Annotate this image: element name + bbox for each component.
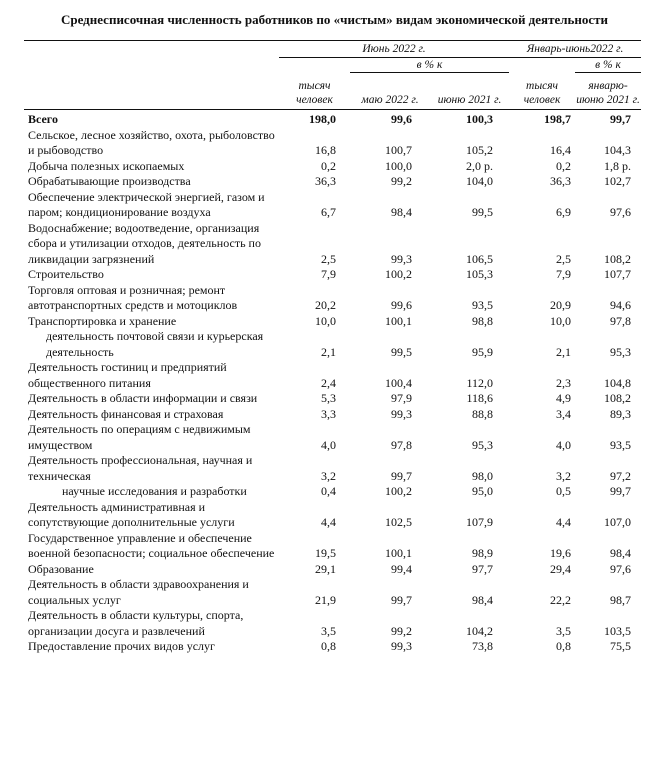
header-pct-jan: в % к: [575, 58, 641, 73]
header-period-june: Июнь 2022 г.: [279, 41, 509, 58]
row-value-3: 99,5: [472, 205, 494, 219]
row-value-4: 6,9: [556, 205, 572, 219]
row-value-4: 7,9: [556, 267, 572, 281]
row-value-4: 4,0: [556, 437, 572, 452]
row-value-2: 99,3: [391, 406, 412, 421]
row-label: Строительство: [28, 267, 104, 281]
table-row: [24, 484, 641, 500]
row-label: Образование: [28, 561, 94, 576]
row-value-3: 93,5: [472, 298, 494, 312]
row-value-3: 104,0: [466, 174, 494, 188]
table-row: [24, 174, 641, 190]
table-row: [24, 407, 641, 423]
row-value-5: 75,5: [610, 639, 632, 653]
row-value-3: 98,4: [472, 592, 494, 607]
row-value-4: 3,5: [556, 623, 572, 638]
row-value-4: 0,8: [556, 639, 572, 653]
row-value-5: 93,5: [610, 437, 632, 452]
row-value-1: 5,3: [321, 391, 336, 405]
row-label: Сельское, лесное хозяйство, охота, рыболовство и рыбоводство: [28, 127, 275, 157]
row-value-3: 95,3: [472, 437, 494, 452]
row-value-2: 99,3: [391, 639, 412, 653]
table-row: [24, 190, 641, 221]
header-col-thousands: тысяч человек: [296, 80, 333, 106]
table-row: [24, 329, 641, 360]
table-row: [24, 128, 641, 159]
row-label: Торговля оптовая и розничная; ремонт автотранспортных средств и мотоциклов: [28, 282, 238, 312]
table-row: [24, 639, 641, 655]
row-label: Обрабатывающие производства: [28, 174, 191, 188]
table-row: [24, 159, 641, 175]
row-value-5: 104,8: [604, 375, 632, 390]
table-row: [24, 608, 641, 639]
row-value-4: 10,0: [550, 313, 572, 328]
row-label: Деятельность по операциям с недвижимым имуществом: [28, 422, 251, 452]
row-value-1: 2,5: [321, 251, 336, 266]
table-row: [24, 391, 641, 407]
row-value-4: 2,5: [556, 251, 572, 266]
row-value-2: 100,1: [385, 546, 412, 560]
row-value-2: 99,4: [391, 561, 412, 576]
row-label: Деятельность в области информации и связи: [28, 391, 258, 405]
row-value-2: 102,5: [385, 515, 412, 529]
row-value-1: 3,5: [321, 623, 336, 638]
row-value-2: 99,6: [391, 298, 412, 312]
row-value-4: 0,2: [556, 158, 572, 173]
row-label: Добыча полезных ископаемых: [28, 158, 185, 173]
row-value-1: 198,0: [309, 112, 336, 126]
row-label: Всего: [28, 112, 58, 126]
header-blank: [24, 41, 279, 58]
row-value-2: 100,1: [385, 313, 412, 328]
row-value-5: 108,2: [604, 391, 632, 405]
row-value-1: 0,2: [321, 158, 336, 173]
row-value-2: 100,2: [385, 484, 412, 498]
row-value-2: 97,9: [391, 391, 412, 405]
row-label: Деятельность в области здравоохранения и социальных услуг: [28, 577, 249, 607]
row-value-2: 99,6: [391, 112, 412, 126]
row-value-1: 7,9: [321, 267, 336, 281]
row-value-1: 0,4: [321, 484, 336, 498]
row-value-5: 98,4: [610, 546, 632, 560]
row-value-5: 108,2: [604, 251, 632, 266]
row-value-3: 118,6: [466, 391, 494, 405]
row-value-3: 97,7: [472, 561, 494, 576]
table-row: [24, 577, 641, 608]
row-label: Деятельность гостиниц и предприятий общественного питания: [28, 360, 227, 390]
row-value-1: 3,2: [321, 468, 336, 483]
table-row: [24, 267, 641, 283]
table-row: [24, 221, 641, 268]
row-value-5: 98,7: [610, 592, 632, 607]
row-value-1: 4,0: [321, 437, 336, 452]
row-value-3: 73,8: [472, 639, 494, 653]
row-value-4: 36,3: [550, 174, 572, 188]
row-value-3: 104,2: [466, 623, 494, 638]
row-value-3: 112,0: [466, 375, 494, 390]
row-value-4: 16,4: [550, 143, 572, 157]
table-row: [24, 453, 641, 484]
row-value-1: 10,0: [315, 313, 336, 328]
table-row: [24, 562, 641, 578]
row-value-2: 99,2: [391, 623, 412, 638]
row-value-1: 2,1: [321, 344, 336, 359]
row-label: Водоснабжение; водоотведение, организация сбора и утилизации отходов, деятельность по ликвидации загрязнений: [28, 220, 261, 266]
row-value-5: 99,7: [610, 484, 632, 498]
row-value-4: 4,9: [556, 391, 572, 405]
row-value-5: 99,7: [610, 112, 632, 126]
row-value-2: 100,0: [385, 158, 412, 173]
row-value-1: 6,7: [321, 205, 336, 219]
table-row: [24, 531, 641, 562]
row-value-4: 2,3: [556, 375, 572, 390]
row-value-3: 106,5: [466, 251, 494, 266]
row-label: Деятельность в области культуры, спорта, организации досуга и развлечений: [28, 608, 244, 638]
header-col-thousands-2: тысяч человек: [523, 80, 561, 106]
row-label: Деятельность административная и сопутствующие дополнительные услуги: [28, 499, 235, 529]
row-value-5: 102,7: [604, 174, 632, 188]
row-value-1: 4,4: [321, 515, 336, 529]
table-body: [24, 112, 641, 655]
row-value-3: 95,9: [472, 344, 494, 359]
row-value-3: 98,9: [472, 546, 494, 560]
table-row: [24, 283, 641, 314]
header-pct-june: в % к: [350, 58, 509, 73]
row-value-2: 99,5: [391, 344, 412, 359]
row-value-5: 97,8: [610, 313, 632, 328]
row-value-3: 2,0 р.: [466, 158, 494, 173]
row-label: Предоставление прочих видов услуг: [28, 639, 215, 653]
row-value-3: 95,0: [472, 484, 494, 498]
row-value-3: 105,3: [466, 267, 494, 281]
row-value-5: 94,6: [610, 298, 632, 312]
row-value-2: 100,7: [385, 143, 412, 157]
row-value-1: 36,3: [315, 174, 336, 188]
row-value-5: 103,5: [604, 623, 632, 638]
row-value-5: 89,3: [610, 406, 632, 421]
row-value-3: 105,2: [466, 143, 494, 157]
row-value-4: 4,4: [556, 515, 572, 529]
row-value-5: 97,6: [610, 561, 632, 576]
table-row: [24, 422, 641, 453]
row-label: Деятельность профессиональная, научная и техническая: [28, 453, 253, 483]
row-value-2: 99,3: [391, 251, 412, 266]
row-value-1: 2,4: [321, 375, 336, 390]
row-value-1: 16,8: [315, 143, 336, 157]
row-value-1: 3,3: [321, 406, 336, 421]
row-value-4: 198,7: [544, 112, 572, 126]
row-value-5: 107,0: [604, 515, 632, 529]
row-value-2: 99,7: [391, 468, 412, 483]
table-title: Среднесписочная численность работников по «чистым» видам экономической деятельности: [60, 12, 609, 27]
row-value-1: 21,9: [315, 592, 336, 607]
header-col-jan-june-2021: январю-июню 2021 г.: [576, 80, 640, 106]
row-value-5: 95,3: [610, 344, 632, 359]
row-value-3: 100,3: [466, 112, 494, 126]
row-value-3: 107,9: [466, 515, 494, 529]
row-value-4: 2,1: [556, 344, 572, 359]
row-value-5: 107,7: [604, 267, 632, 281]
row-value-4: 20,9: [550, 298, 572, 312]
header-period-jan-june: Январь-июнь2022 г.: [509, 41, 641, 58]
employment-table: [24, 40, 641, 655]
row-value-4: 3,2: [556, 468, 572, 483]
row-value-3: 98,8: [472, 313, 494, 328]
row-value-3: 88,8: [472, 406, 494, 421]
row-value-2: 98,4: [391, 205, 412, 219]
row-value-4: 22,2: [550, 592, 572, 607]
table-row-total: [24, 112, 641, 128]
row-value-4: 29,4: [550, 561, 572, 576]
row-label: Обеспечение электрической энергией, газом и паром; кондиционирование воздуха: [28, 189, 265, 219]
table-row: [24, 314, 641, 330]
row-value-4: 3,4: [556, 406, 572, 421]
row-value-5: 1,8 р.: [604, 158, 632, 173]
row-label: Государственное управление и обеспечение военной безопасности; социальное обеспечение: [28, 530, 275, 560]
row-value-1: 19,5: [315, 546, 336, 560]
table-row: [24, 360, 641, 391]
row-value-5: 97,6: [610, 205, 632, 219]
row-value-1: 29,1: [315, 561, 336, 576]
row-value-1: 20,2: [315, 298, 336, 312]
row-value-2: 97,8: [391, 437, 412, 452]
row-value-3: 98,0: [472, 468, 494, 483]
table-row: [24, 500, 641, 531]
row-label: деятельность почтовой связи и курьерская деятельность: [46, 329, 264, 359]
row-value-2: 99,7: [391, 592, 412, 607]
header-col-june-2021: июню 2021 г.: [437, 94, 502, 106]
row-label: Транспортировка и хранение: [28, 313, 177, 328]
row-value-4: 0,5: [556, 484, 572, 498]
row-label: научные исследования и разработки: [62, 484, 247, 498]
row-value-2: 100,4: [385, 375, 412, 390]
row-value-5: 97,2: [610, 468, 632, 483]
header-col-may: маю 2022 г.: [361, 94, 419, 106]
row-value-1: 0,8: [321, 639, 336, 653]
row-value-5: 104,3: [604, 143, 632, 157]
row-value-2: 100,2: [385, 267, 412, 281]
row-value-4: 19,6: [550, 546, 572, 560]
row-label: Деятельность финансовая и страховая: [28, 406, 224, 421]
row-value-2: 99,2: [391, 174, 412, 188]
